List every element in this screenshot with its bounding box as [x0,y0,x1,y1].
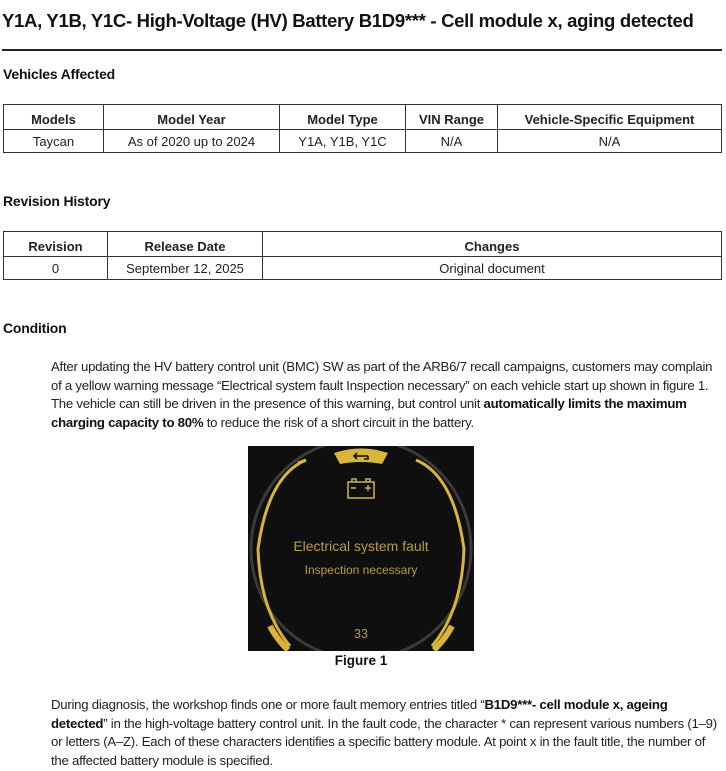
table-row [4,130,722,153]
column-header-vin-range: VIN Range [406,105,498,130]
column-header-vehicle-specific-equipment: Vehicle-Specific Equipment [498,105,722,130]
condition-paragraph-2 [51,696,723,771]
column-header-model-year: Model Year [104,105,280,130]
figure-caption: Figure 1 [334,653,388,668]
cell-release-date: September 12, 2025 [108,257,263,280]
cell-model-year: As of 2020 up to 2024 [104,130,280,153]
cell-changes: Original document [263,257,722,280]
paragraph-text: to reduce the risk of a short circuit in the battery. [203,415,474,431]
cell-vehicle-specific-equipment: N/A [498,130,722,153]
figure-1-warning-display [248,446,474,651]
warning-message-title: Electrical system fault [293,538,429,554]
title-divider [2,49,722,51]
battery-icon [348,479,374,498]
vehicles-affected-table [3,104,722,153]
paragraph-bold-text: B1D9***- cell module x, ageing detected [51,697,668,731]
paragraph-text: During diagnosis, the workshop finds one or more fault memory entries titled “ [51,697,485,712]
revision-history-table [3,231,722,280]
cell-model-type: Y1A, Y1B, Y1C [280,130,406,153]
column-header-changes: Changes [263,232,722,257]
table-row [4,257,722,280]
vehicles-affected-heading: Vehicles Affected [3,66,116,82]
cell-vin-range: N/A [406,130,498,153]
column-header-model-type: Model Type [280,105,406,130]
condition-heading: Condition [3,320,67,336]
document-title: Y1A, Y1B, Y1C- High-Voltage (HV) Battery B1D9*** - Cell module x, aging detected [2,10,694,31]
condition-paragraph-1 [51,358,723,433]
revision-history-heading: Revision History [3,193,111,209]
display-bottom-number: 33 [354,627,368,641]
cell-revision: 0 [4,257,108,280]
column-header-revision: Revision [4,232,108,257]
paragraph-text: ” in the high-voltage battery control unit. In the fault code, the character * can represent various numbers (1–9) or letters (A–Z). Each of these characters identifies a specific battery module. At point x in the fault title, the number of the affected battery module is specified. [51,715,717,769]
paragraph-text: After updating the HV battery control unit (BMC) SW as part of the ARB6/7 recall campaigns, customers may complain of a yellow warning message “Electrical system fault Inspection necessary” on each vehicle start up shown in figure 1. The vehicle can still be driven in the presence of this warning, but control unit [51,359,713,412]
column-header-models: Models [4,105,104,130]
cell-models: Taycan [4,130,104,153]
column-header-release-date: Release Date [108,232,263,257]
table-header-row [4,105,722,130]
warning-message-subtitle: Inspection necessary [304,563,418,577]
table-header-row [4,232,722,257]
paragraph-bold-text: automatically limits the maximum charging capacity to 80% [51,396,687,431]
